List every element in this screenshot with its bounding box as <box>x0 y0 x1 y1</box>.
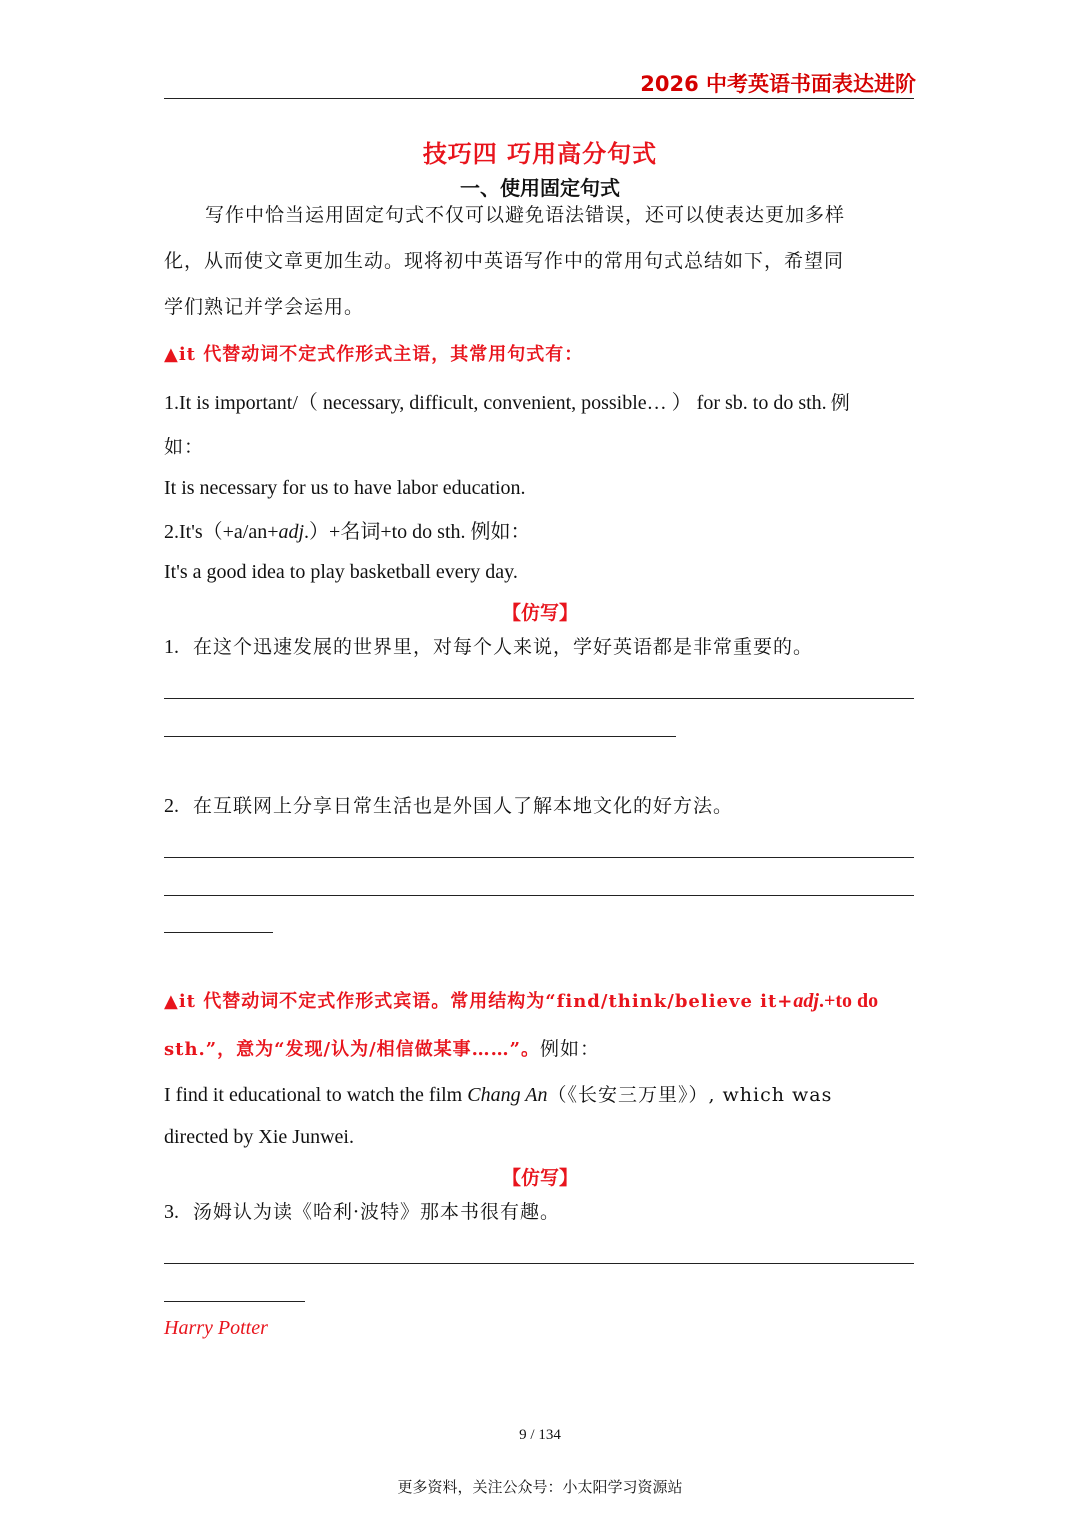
point1-item2-suffix: .）+名词+to do sth. 例如： <box>304 521 531 543</box>
answer-line-1b[interactable] <box>164 736 676 737</box>
point2-heading-a: ▲it 代替动词不定式作形式宾语。常用结构为“find/think/believe it+ <box>164 991 794 1012</box>
answer-line-3b[interactable] <box>164 1301 305 1302</box>
answer-line-2a[interactable] <box>164 857 914 858</box>
point1-item2-prefix: 2.It's（+a/an+ <box>164 521 279 543</box>
point1-item1 <box>164 386 851 415</box>
practice-tag-2: 【仿写】 <box>501 1167 578 1189</box>
intro-line-1: 写作中恰当运用固定句式不仅可以避免语法错误，还可以使表达更加多样 <box>205 204 846 226</box>
point2-example-line-2: directed by Xie Junwei. <box>164 1126 354 1148</box>
intro-line-2: 化，从而使文章更加生动。现将初中英语写作中的常用句式总结如下，希望同 <box>164 250 845 272</box>
answer-line-2c[interactable] <box>164 932 273 933</box>
answer-line-2b[interactable] <box>164 895 914 896</box>
point1-heading: ▲it 代替动词不定式作形式主语，其常用句式有： <box>164 344 584 365</box>
point2-example-b: （《长安三万里》）, which was <box>547 1084 833 1106</box>
header-rule <box>164 98 914 99</box>
exercise-2-num: 2. <box>164 795 179 817</box>
point2-example-line-1 <box>164 1080 832 1107</box>
point2-example-a: I find it educational to watch the film <box>164 1084 468 1106</box>
point2-heading-red: sth.”，意为“发现/认为/相信做某事……”。 <box>164 1039 541 1060</box>
point1-item2 <box>164 515 531 544</box>
section-title: 技巧四 巧用高分句式 <box>422 140 658 168</box>
point2-example-film: Chang An <box>467 1084 548 1106</box>
point1-item1-cn-tail: 例 <box>830 392 851 414</box>
point2-heading-line-1 <box>164 987 878 1013</box>
point2-heading-black: 例如： <box>540 1038 601 1060</box>
section-subtitle: 一、使用固定句式 <box>460 176 620 200</box>
exercise-1 <box>164 632 813 659</box>
answer-line-3a[interactable] <box>164 1263 914 1264</box>
exercise-1-text: 在这个迅速发展的世界里，对每个人来说，学好英语都是非常重要的。 <box>193 636 814 658</box>
point1-item2-adj: adj <box>278 521 305 543</box>
exercise-2-text: 在互联网上分享日常生活也是外国人了解本地文化的好方法。 <box>193 795 734 817</box>
point1-example2: It's a good idea to play basketball every day. <box>164 561 518 583</box>
page-number: 9 / 134 <box>519 1427 561 1443</box>
practice-tag-1: 【仿写】 <box>501 602 578 624</box>
exercise-2 <box>164 791 733 818</box>
exercise-3-text: 汤姆认为读《哈利·波特》那本书很有趣。 <box>193 1201 561 1223</box>
footer-note: 更多资料，关注公众号：小太阳学习资源站 <box>397 1478 683 1496</box>
point2-heading-b: .+to do <box>818 990 879 1012</box>
exercise-3-num: 3. <box>164 1201 179 1223</box>
point2-heading-line-2 <box>164 1034 600 1061</box>
exercise-1-num: 1. <box>164 636 179 658</box>
hint-text: Harry Potter <box>164 1317 268 1339</box>
point1-item1-wrap: 如： <box>164 436 205 458</box>
point2-heading-adj: adj <box>793 990 819 1012</box>
exercise-3 <box>164 1197 560 1224</box>
answer-line-1a[interactable] <box>164 698 914 699</box>
intro-line-3: 学们熟记并学会运用。 <box>164 296 365 318</box>
header-title: 2026 中考英语书面表达进阶 <box>640 72 916 96</box>
point1-item1-text: 1.It is important/（ necessary, difficult, convenient, possible… ） for sb. to do sth. <box>164 392 827 414</box>
point1-example1: It is necessary for us to have labor education. <box>164 477 526 499</box>
